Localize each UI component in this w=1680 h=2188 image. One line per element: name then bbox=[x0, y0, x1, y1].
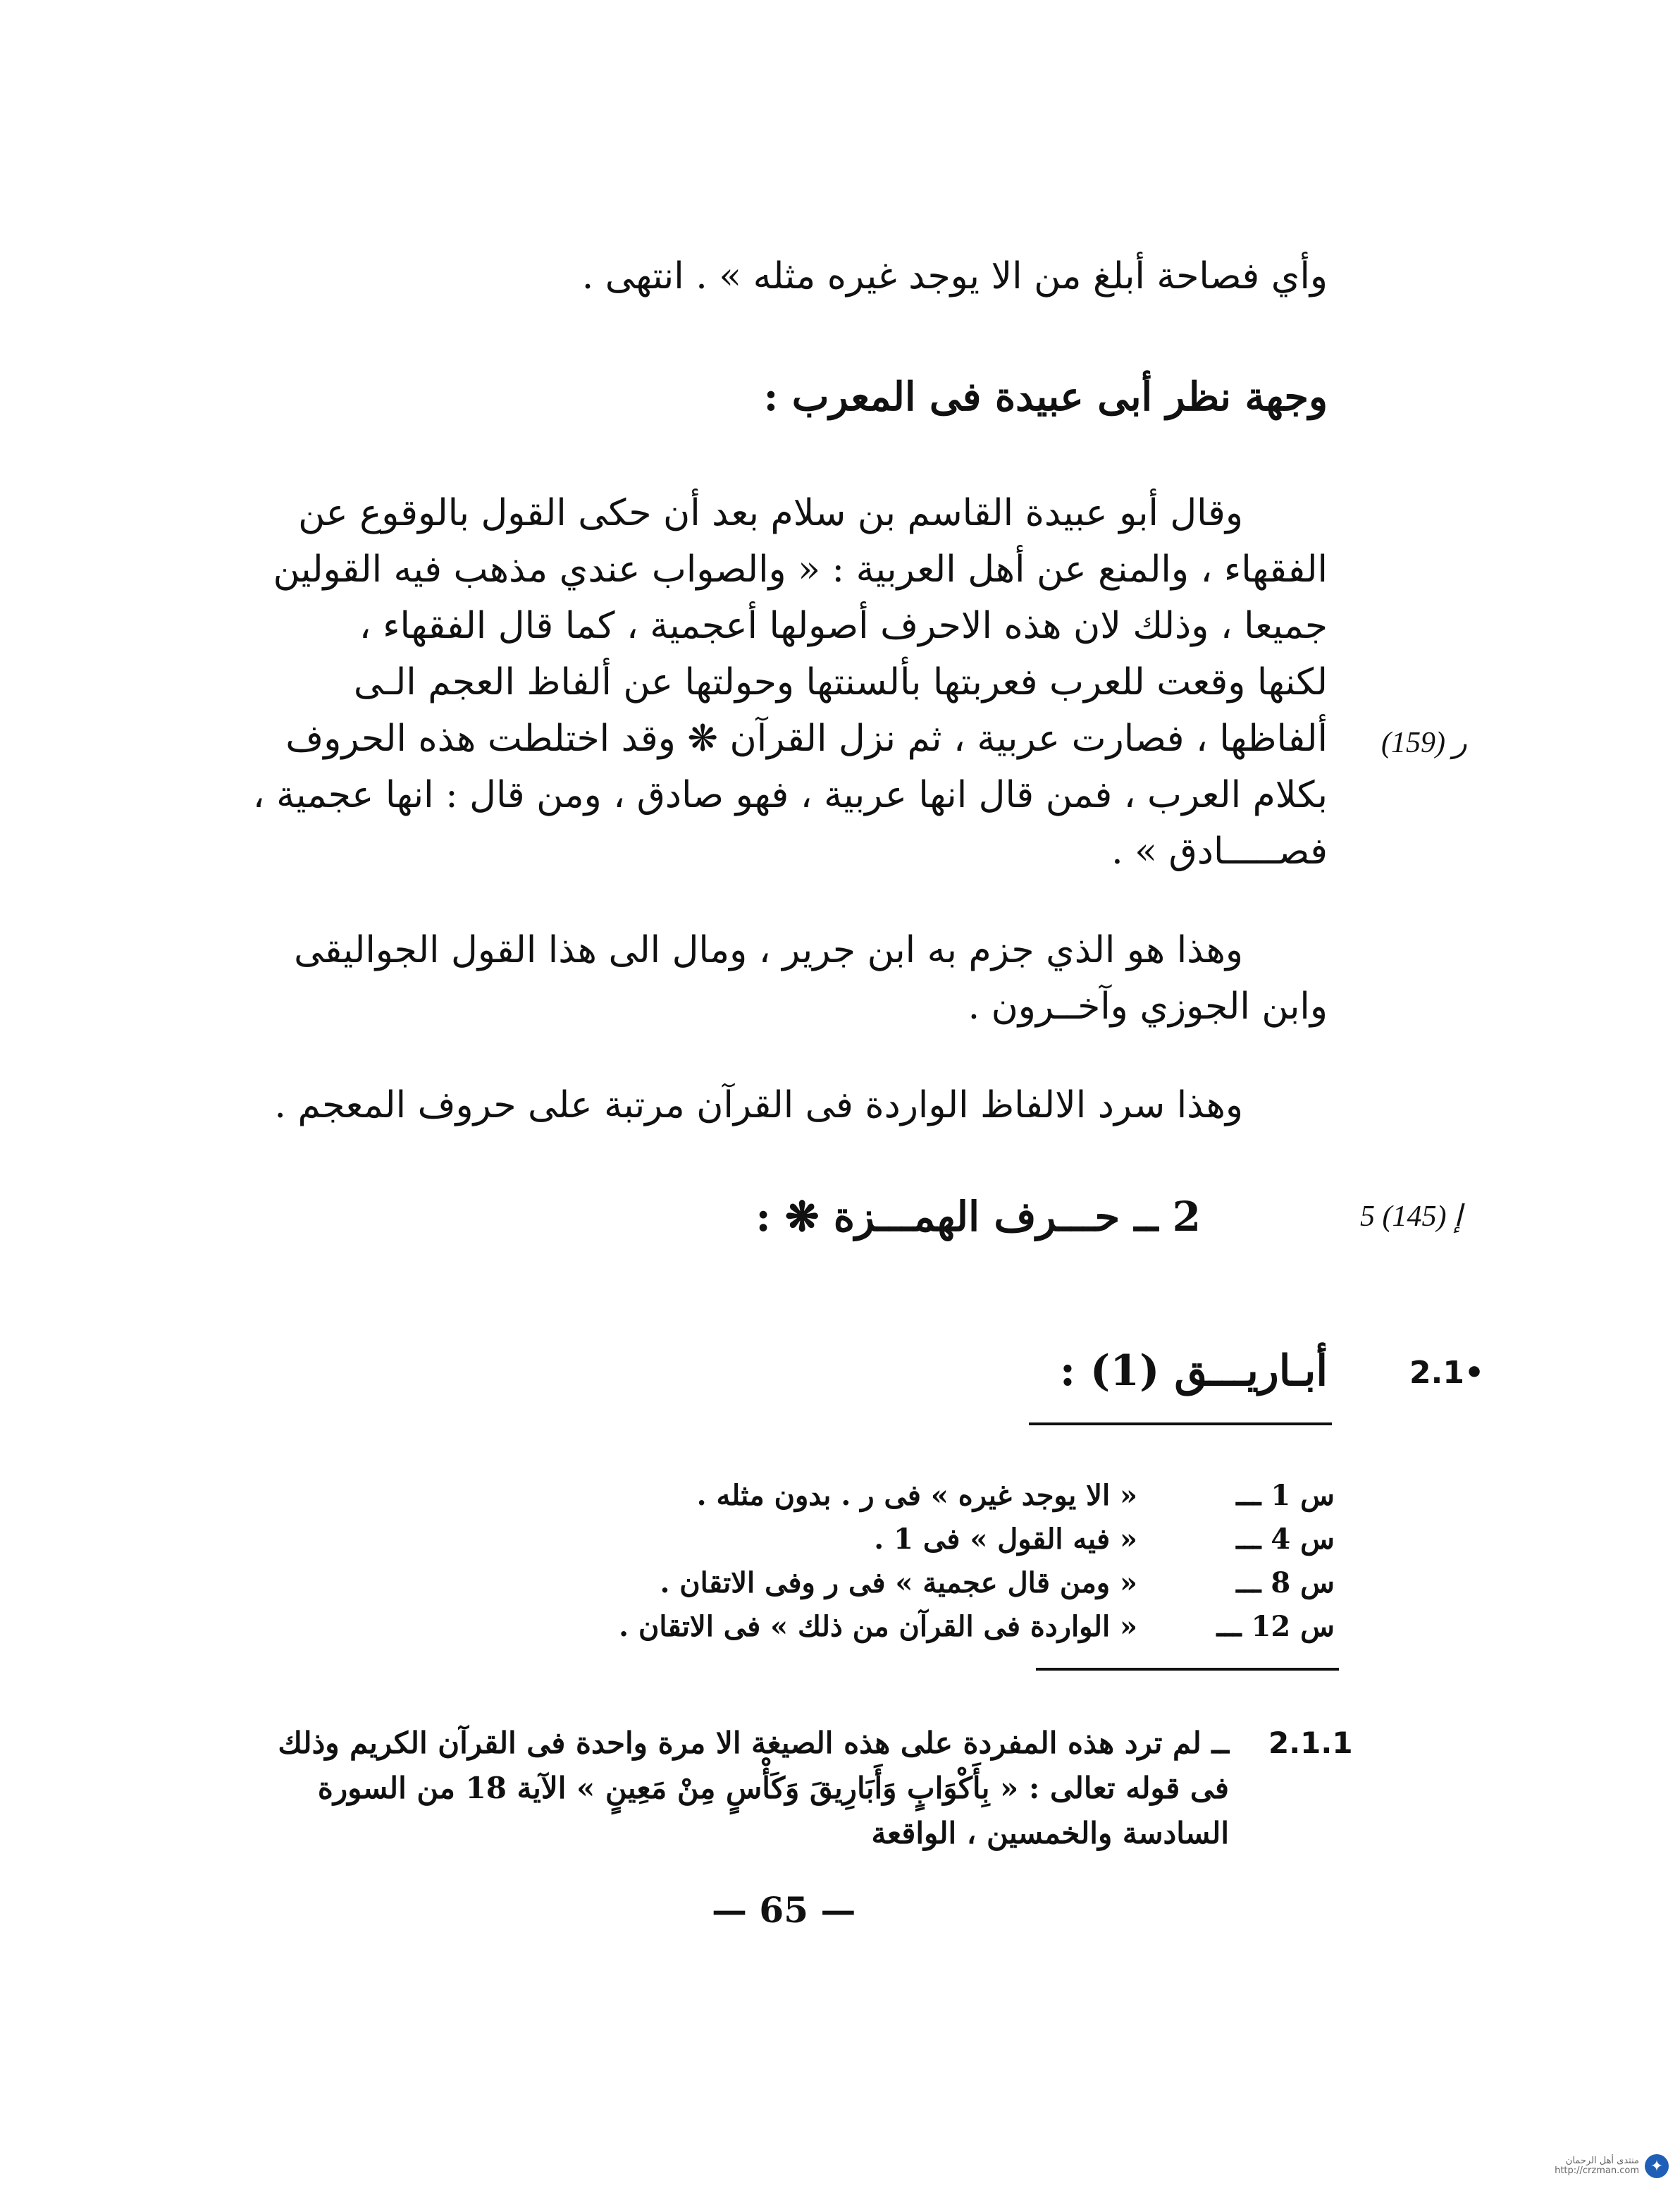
footnote-line: ــ لم ترد هذه المفردة على هذه الصيغة الا مرة واحدة فى القرآن الكريم وذلك bbox=[278, 1726, 1229, 1760]
variant-row bbox=[550, 1523, 1335, 1566]
paragraph3-line: وهذا سرد الالفاظ الواردة فى القرآن مرتبة على حروف المعجم . bbox=[274, 1084, 1243, 1126]
rule bbox=[1029, 1422, 1332, 1425]
watermark-line: منتدى أهل الرحمان bbox=[1565, 2155, 1639, 2166]
paragraph1-line: فصـــــادق » . bbox=[1111, 830, 1328, 873]
paragraph1-line: بكلام العرب ، فمن قال انها عربية ، فهو صادق ، ومن قال : انها عجمية ، bbox=[252, 774, 1328, 816]
watermark-logo-icon: ✦ bbox=[1645, 2154, 1669, 2178]
footnote-line: فى قوله تعالى : « بِأَكْوَابٍ وَأَبَارِيقَ وَكَأْسٍ مِنْ مَعِينٍ » الآية 18 من السورة bbox=[317, 1771, 1229, 1805]
variant-line-number: س 8 ـــ bbox=[1236, 1566, 1335, 1599]
variant-text: « الواردة فى القرآن من ذلك » فى الاتقان . bbox=[619, 1610, 1137, 1643]
intro-line: وأي فصاحة أبلغ من الا يوجد غيره مثله » . انتهى . bbox=[581, 255, 1328, 297]
variant-text: « الا يوجد غيره » فى ر . بدون مثله . bbox=[696, 1479, 1137, 1512]
paragraph2-line: وهذا هو الذي جزم به ابن جرير ، ومال الى هذا القول الجواليقى bbox=[294, 929, 1243, 971]
paragraph1-line: وقال أبو عبيدة القاسم بن سلام بعد أن حكى القول بالوقوع عن bbox=[298, 492, 1243, 534]
paragraph1-line: لكنها وقعت للعرب فعربتها بألسنتها وحولتها عن ألفاظ العجم الـى bbox=[353, 661, 1328, 703]
paragraph1-line: ألفاظها ، فصارت عربية ، ثم نزل القرآن ❋ وقد اختلطت هذه الحروف bbox=[285, 718, 1328, 760]
section-heading: وجهة نظر أبى عبيدة فى المعرب : bbox=[763, 374, 1328, 420]
paragraph1-line: جميعا ، وذلك لان هذه الاحرف أصولها أعجمية ، كما قال الفقهاء ، bbox=[359, 605, 1328, 647]
margin-note: ر (159) bbox=[1381, 727, 1467, 759]
chapter-heading: 2 ــ حـــرف الهمـــزة ❋ : bbox=[755, 1193, 1201, 1241]
entry-number: 2.1• bbox=[1409, 1355, 1485, 1391]
watermark-text bbox=[1555, 2156, 1639, 2177]
variant-line-number: س 12 ـــ bbox=[1216, 1610, 1335, 1643]
margin-note: 5 إ (145) bbox=[1360, 1200, 1462, 1233]
variant-text: « فيه القول » فى 1 . bbox=[874, 1523, 1137, 1556]
paragraph2-line: وابن الجوزي وآخــرون . bbox=[968, 985, 1328, 1028]
variant-row bbox=[550, 1479, 1335, 1523]
rule bbox=[1036, 1668, 1339, 1671]
variant-line-number: س 1 ـــ bbox=[1236, 1479, 1335, 1512]
page-number: — 65 — bbox=[712, 1889, 856, 1931]
footnote-line: السادسة والخمسين ، الواقعة bbox=[871, 1816, 1229, 1850]
variant-row bbox=[550, 1566, 1335, 1610]
watermark bbox=[1555, 2154, 1669, 2178]
entry-word: أبـاريـــق (1) : bbox=[1059, 1346, 1328, 1396]
paragraph1-line: الفقهاء ، والمنع عن أهل العربية : « والصواب عندي مذهب فيه القولين bbox=[273, 548, 1328, 591]
variant-text: « ومن قال عجمية » فى ر وفى الاتقان . bbox=[660, 1566, 1137, 1599]
variant-row bbox=[550, 1610, 1335, 1654]
watermark-line: http://crzman.com bbox=[1555, 2165, 1639, 2176]
variant-line-number: س 4 ـــ bbox=[1236, 1523, 1335, 1556]
footnote-number: 2.1.1 bbox=[1268, 1726, 1353, 1760]
